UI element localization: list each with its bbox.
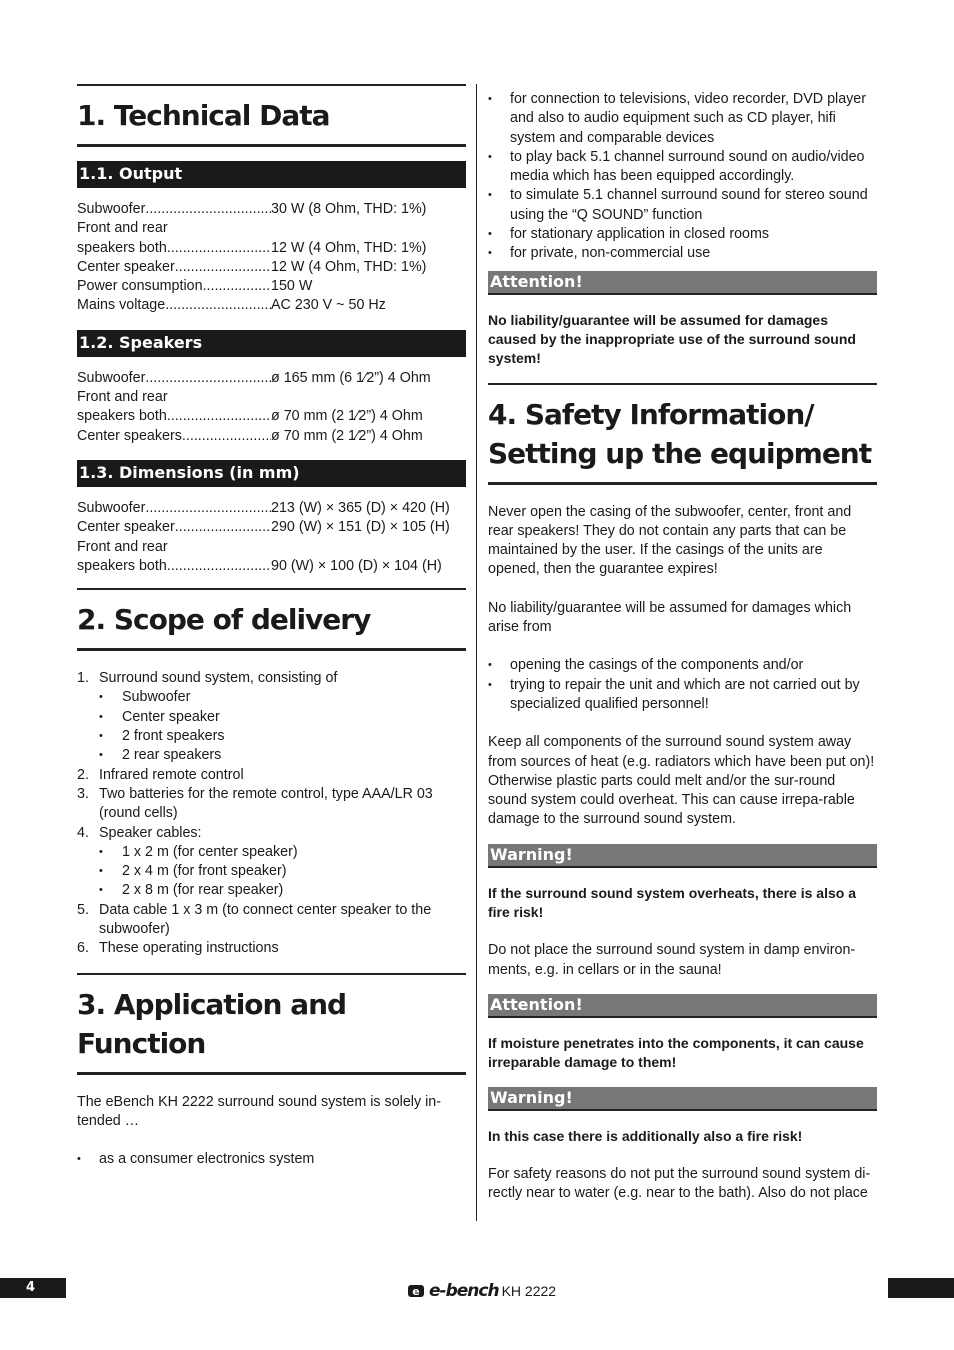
leader-dots xyxy=(182,427,271,446)
bullet-item: • for private, non-commercial use xyxy=(488,244,877,263)
application-intro: The eBench KH 2222 surround sound system is solely in-tended … xyxy=(77,1093,441,1129)
attention-box-2: Attention! xyxy=(488,994,877,1018)
spec-row xyxy=(77,407,466,426)
spec-label-prefix: Front and rear xyxy=(77,538,168,555)
leader-dots xyxy=(145,499,271,518)
output-heading: 1.1. Output xyxy=(77,161,466,188)
brand-name: e-bench xyxy=(429,1281,499,1301)
spec-label: speakers both xyxy=(77,239,167,256)
spec-label: Mains voltage xyxy=(77,297,166,314)
spec-key xyxy=(77,296,271,315)
spec-value: ø 70 mm (2 1⁄2”) 4 Ohm xyxy=(271,408,423,425)
spec-label: Subwoofer xyxy=(77,201,146,217)
spec-row xyxy=(77,239,466,258)
safety-paragraph-2: No liability/guarantee will be assumed for damages which arise from xyxy=(488,599,852,636)
spec-label: Power consumption xyxy=(77,278,203,295)
item-number: 1. xyxy=(77,670,89,687)
spec-row xyxy=(77,427,466,446)
delivery-item xyxy=(77,766,466,785)
safety-paragraph-3: Keep all components of the surround sound system away from sources of heat (e.g. radiators which have been put on)! Otherwise plastic parts could melt and/or the sur-round sound system could overheat. This can cause irrepa-rable damage to the surround sound system. xyxy=(488,734,875,828)
bullet-item: • for stationary application in closed rooms xyxy=(488,225,877,244)
spec-label: speakers both xyxy=(77,408,167,425)
model-number: KH 2222 xyxy=(501,1283,557,1299)
spec-value: 30 W (8 Ohm, THD: 1%) xyxy=(271,201,427,217)
spec-label-prefix: Front and rear xyxy=(77,220,168,237)
spec-label: Center speakers xyxy=(77,427,182,444)
section-4-title-line2: Setting up the equipment xyxy=(488,436,872,470)
safety-paragraph-5: For safety reasons do not put the surround sound system di-rectly near to water (e.g. near to the bath). Also do not place xyxy=(488,1165,871,1202)
sub-item: • 2 rear speakers xyxy=(99,746,466,765)
spec-row xyxy=(77,258,466,277)
spec-row xyxy=(77,557,466,576)
attention-box-1: Attention! xyxy=(488,271,877,295)
item-text: Two batteries for the remote control, type AAA/LR 03 (round cells) xyxy=(99,785,433,822)
section-3-title-line1: 3. Application and xyxy=(77,987,347,1021)
bullet-item: • opening the casings of the components and/or xyxy=(488,656,877,675)
bullet-item: • for connection to televisions, video recorder, DVD player and also to audio equipment such as CD player, hifi system and comparable devices xyxy=(488,90,877,148)
attention-text-1: No liability/guarantee will be assumed for damages caused by the inappropriate use of the surround sound system! xyxy=(488,311,856,367)
section-4-title-line1: 4. Safety Information/ xyxy=(488,397,814,431)
attention-text-2: If moisture penetrates into the components, it can cause irreparable damage to them! xyxy=(488,1034,864,1071)
sub-item: • 1 x 2 m (for center speaker) xyxy=(99,843,466,862)
leader-dots xyxy=(145,369,271,388)
delivery-item xyxy=(77,939,466,958)
dimensions-heading: 1.3. Dimensions (in mm) xyxy=(77,460,466,487)
section-3-title-line2: Function xyxy=(77,1026,206,1060)
leader-dots xyxy=(175,258,271,277)
application-bullets-left xyxy=(77,1150,466,1169)
sub-list xyxy=(99,688,466,765)
spec-key xyxy=(77,239,271,258)
leader-dots xyxy=(203,277,271,296)
bullet-item: • trying to repair the unit and which are not carried out by specialized qualified personnel! xyxy=(488,676,877,715)
spec-value: 213 (W) × 365 (D) × 420 (H) xyxy=(271,499,450,516)
spec-label: Center speaker xyxy=(77,519,175,536)
item-number: 3. xyxy=(77,785,89,802)
spec-row xyxy=(77,369,466,388)
sub-item: • 2 x 8 m (for rear speaker) xyxy=(99,881,466,900)
item-text: Data cable 1 x 3 m (to connect center speaker to the subwoofer) xyxy=(99,901,432,938)
spec-value: 150 W xyxy=(271,278,313,295)
spec-key xyxy=(77,200,271,219)
spec-key xyxy=(77,427,271,446)
sub-item: • 2 front speakers xyxy=(99,727,466,746)
delivery-item xyxy=(77,669,466,765)
footer-bar-right xyxy=(888,1278,954,1298)
leader-dots xyxy=(165,296,271,315)
delivery-item xyxy=(77,901,466,940)
spec-key xyxy=(77,557,271,576)
warning-box-2: Warning! xyxy=(488,1087,877,1111)
spec-label: Subwoofer xyxy=(77,499,146,516)
delivery-item xyxy=(77,824,466,901)
spec-label: Subwoofer xyxy=(77,369,146,386)
page-number: 4 xyxy=(26,1280,36,1295)
section-2-title: 2. Scope of delivery xyxy=(77,588,466,651)
spec-key xyxy=(77,407,271,426)
item-number: 6. xyxy=(77,940,89,957)
spec-row xyxy=(77,518,466,537)
warning-text-2: In this case there is additionally also a fire risk! xyxy=(488,1127,803,1144)
bullet-item: • to play back 5.1 channel surround sound on audio/video media which has been equipped accordingly. xyxy=(488,148,877,187)
footer-brand xyxy=(408,1281,556,1301)
left-column xyxy=(77,84,466,1170)
item-text: Surround sound system, consisting of xyxy=(99,670,338,687)
leader-dots xyxy=(167,239,271,258)
spec-key xyxy=(77,258,271,277)
spec-key xyxy=(77,369,271,388)
spec-label-prefix: Front and rear xyxy=(77,389,168,406)
spec-value: 12 W (4 Ohm, THD: 1%) xyxy=(271,239,427,256)
column-divider xyxy=(476,84,477,1221)
sub-item: • 2 x 4 m (for front speaker) xyxy=(99,862,466,881)
spec-value: 290 (W) × 151 (D) × 105 (H) xyxy=(271,519,450,536)
item-number: 2. xyxy=(77,766,89,783)
right-column xyxy=(488,84,877,1203)
spec-value: ø 70 mm (2 1⁄2”) 4 Ohm xyxy=(271,427,423,444)
delivery-item xyxy=(77,785,466,824)
sub-list xyxy=(99,843,466,901)
safety-bullets xyxy=(488,656,877,714)
spec-value: ø 165 mm (6 1⁄2”) 4 Ohm xyxy=(271,369,431,386)
sub-item: • Center speaker xyxy=(99,708,466,727)
delivery-list xyxy=(77,669,466,958)
spec-value: 12 W (4 Ohm, THD: 1%) xyxy=(271,258,427,275)
svg-text:e: e xyxy=(412,1285,420,1298)
bullet-item: • to simulate 5.1 channel surround sound for stereo sound using the “Q SOUND” function xyxy=(488,186,877,225)
spec-value: 90 (W) × 100 (D) × 104 (H) xyxy=(271,557,442,574)
spec-key xyxy=(77,277,271,296)
leader-dots xyxy=(167,407,271,426)
spec-key xyxy=(77,518,271,537)
page-number-bar xyxy=(0,1278,66,1298)
spec-label: Center speaker xyxy=(77,258,175,275)
ebench-logo-icon xyxy=(408,1284,426,1298)
section-4-title xyxy=(488,383,877,485)
bullet-item: • as a consumer electronics system xyxy=(77,1150,466,1169)
section-1-title: 1. Technical Data xyxy=(77,84,466,147)
spec-key xyxy=(77,499,271,518)
item-text: Infrared remote control xyxy=(99,766,244,783)
leader-dots xyxy=(145,200,271,219)
warning-box-1: Warning! xyxy=(488,844,877,868)
safety-paragraph-4: Do not place the surround sound system in damp environ-ments, e.g. in cellars or in the sauna! xyxy=(488,942,856,978)
item-number: 4. xyxy=(77,824,89,841)
section-3-title xyxy=(77,973,466,1075)
speakers-spec-table xyxy=(77,369,466,446)
warning-text-1: If the surround sound system overheats, there is also a fire risk! xyxy=(488,884,856,921)
spec-row xyxy=(77,200,466,219)
spec-row xyxy=(77,296,466,315)
item-number: 5. xyxy=(77,901,89,918)
sub-item: • Subwoofer xyxy=(99,688,466,707)
speakers-heading: 1.2. Speakers xyxy=(77,330,466,357)
spec-row xyxy=(77,277,466,296)
item-text: These operating instructions xyxy=(99,940,279,957)
application-bullets-right xyxy=(488,90,877,264)
leader-dots xyxy=(175,518,271,537)
leader-dots xyxy=(167,557,271,576)
safety-paragraph-1: Never open the casing of the subwoofer, center, front and rear speakers! They do not contain any parts that can be maintained by the user. If the casings of the units are opened, then the guarantee expires! xyxy=(488,503,852,578)
spec-row xyxy=(77,499,466,518)
dimensions-spec-table xyxy=(77,499,466,576)
spec-label: speakers both xyxy=(77,557,167,574)
output-spec-table xyxy=(77,200,466,316)
item-text: Speaker cables: xyxy=(99,824,202,841)
spec-value: AC 230 V ~ 50 Hz xyxy=(271,297,386,314)
